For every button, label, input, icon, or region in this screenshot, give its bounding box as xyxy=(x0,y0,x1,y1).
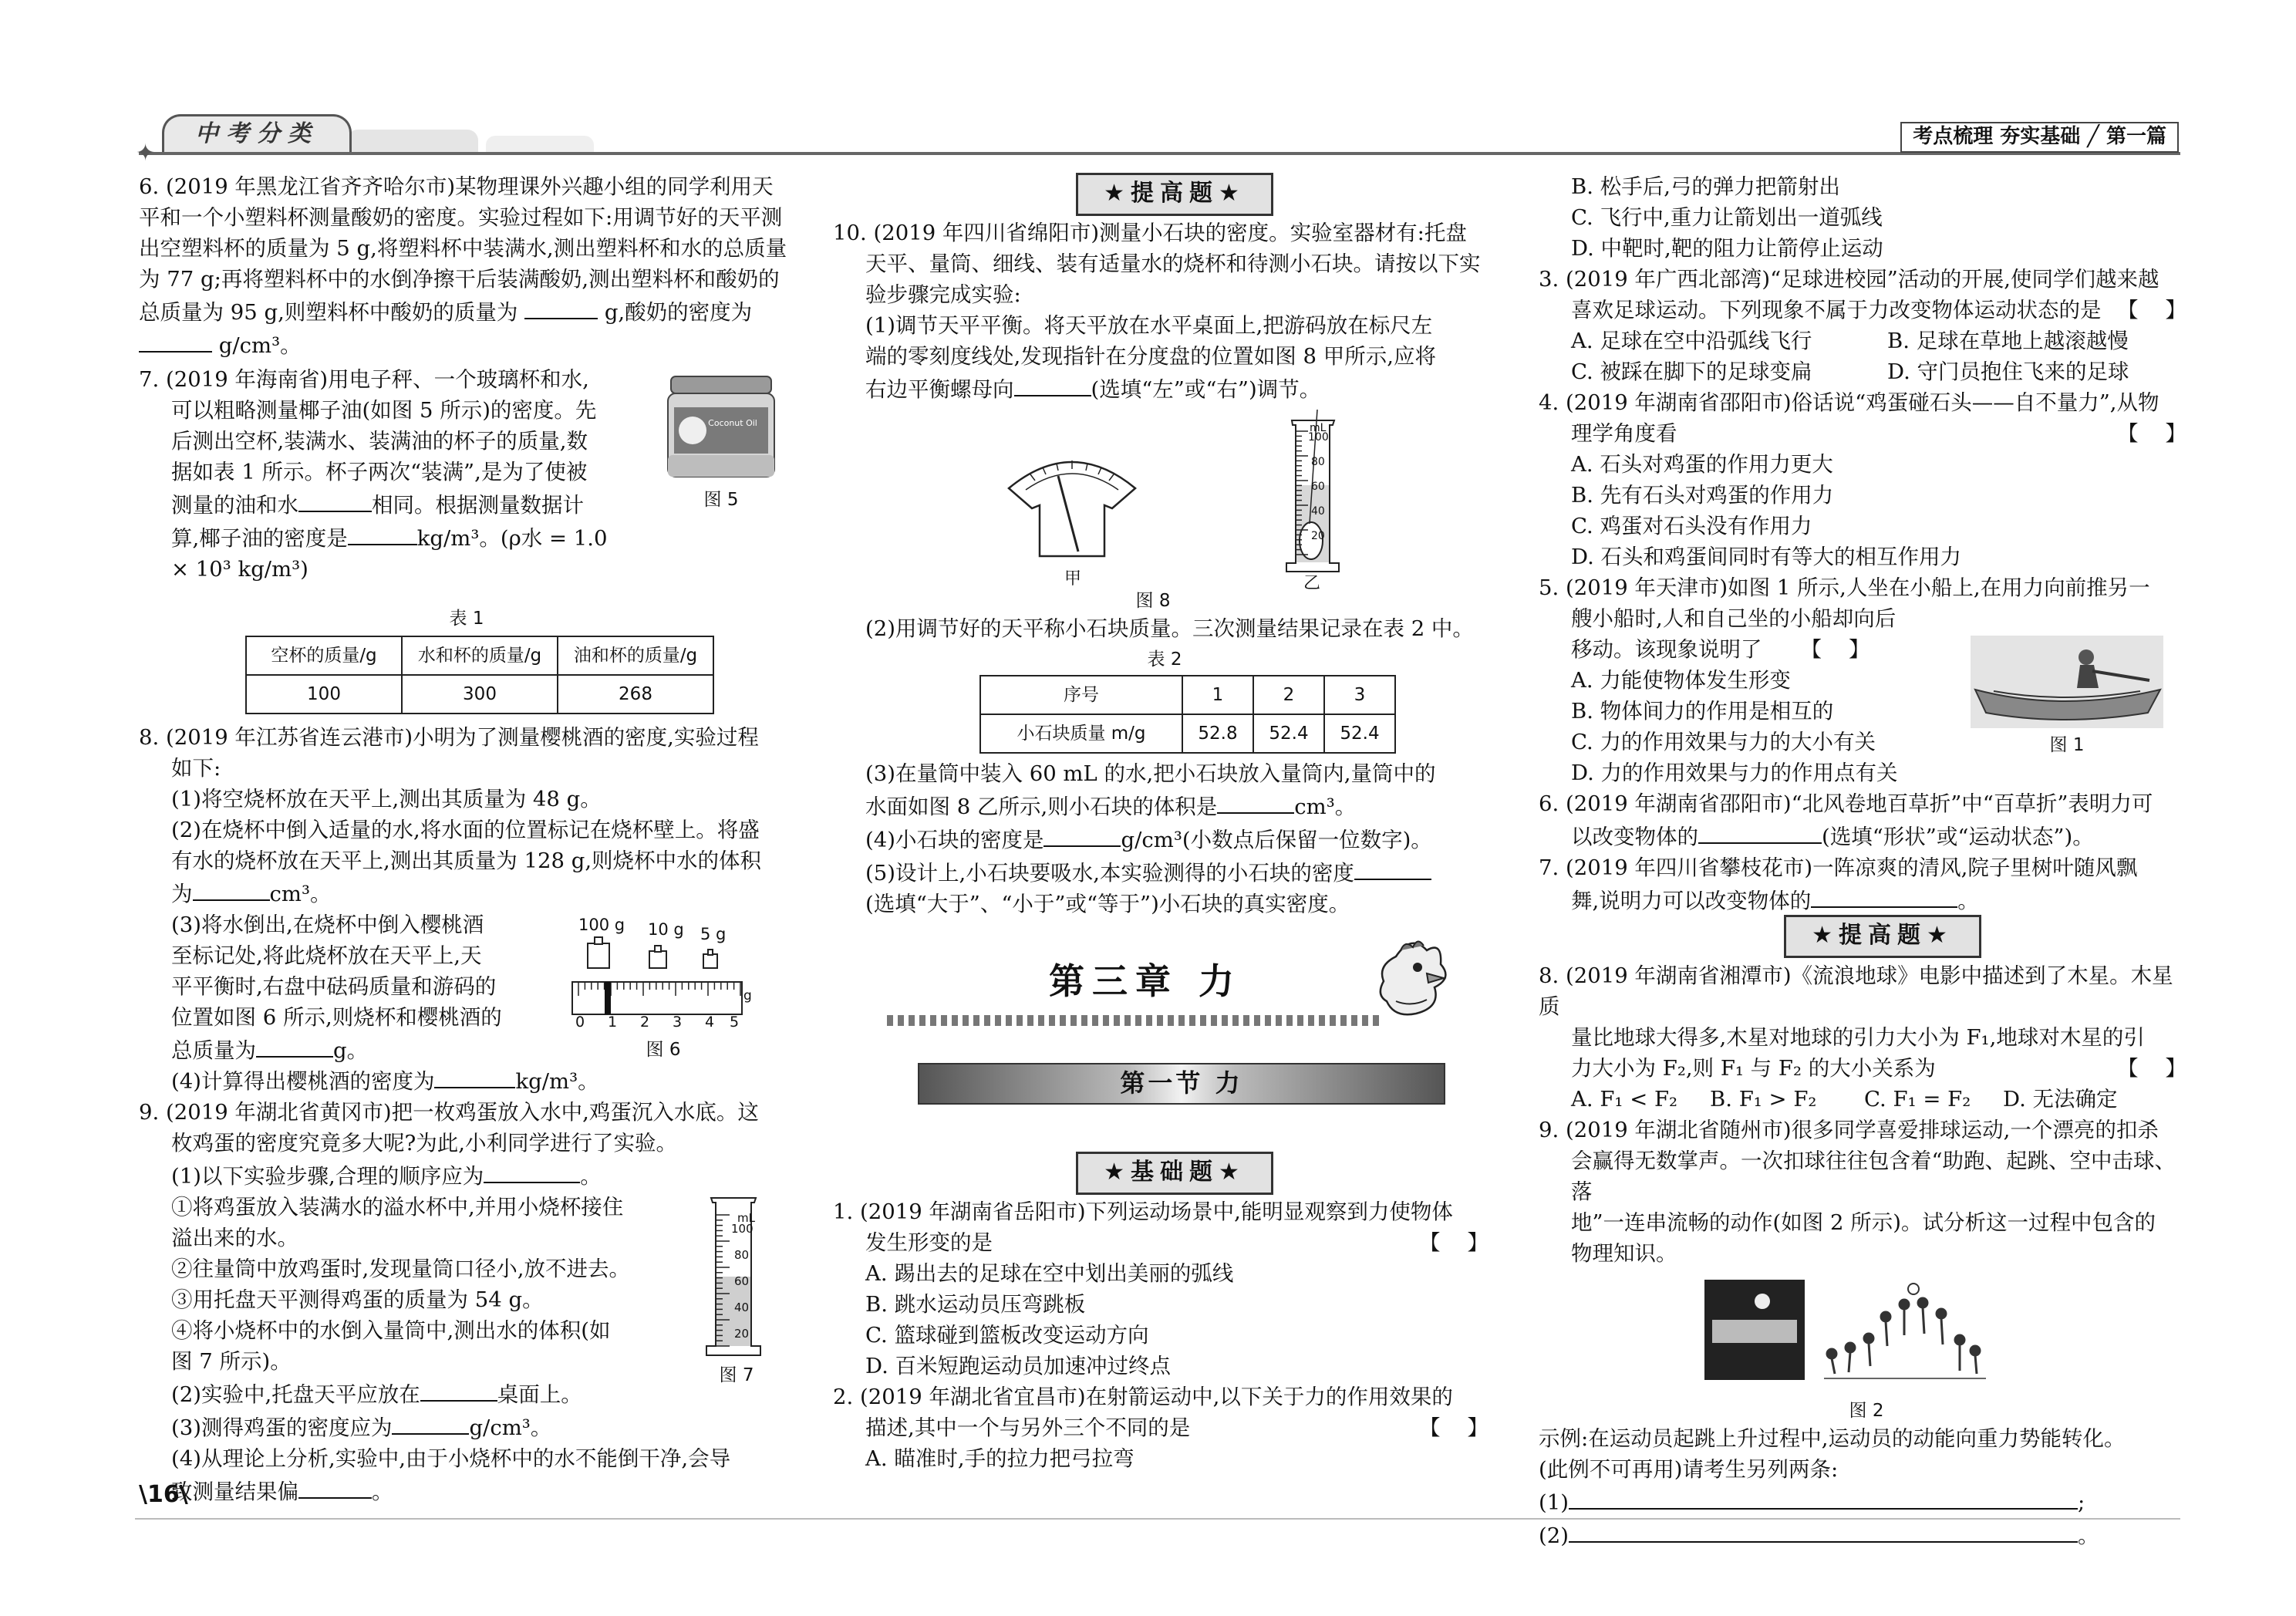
q5-stem: 艘小船时,人和自己坐的小船却向后 xyxy=(1571,606,1896,631)
q10-blank-direction[interactable] xyxy=(1014,372,1091,396)
page-number: \16\ xyxy=(139,1481,188,1508)
section-title: 第一节 力 xyxy=(1120,1068,1243,1098)
q7r-stem: 。 xyxy=(1957,889,1979,913)
table-2 xyxy=(979,675,1396,754)
question-8 xyxy=(139,722,794,1097)
q8-step-2: (2)在烧杯中倒入适量的水,将水面的位置标记在烧杯壁上。将盛 xyxy=(171,818,760,842)
q9-step-2: (2)实验中,托盘天平应放在 xyxy=(171,1382,420,1407)
q10-blank-density[interactable] xyxy=(1043,822,1121,847)
q2-option-c[interactable]: C. 飞行中,重力让箭划出一道弧线 xyxy=(1571,205,1883,230)
q5-option-a[interactable]: A. 力能使物体发生形变 xyxy=(1571,668,1791,693)
table-cell: 52.4 xyxy=(1324,714,1395,753)
header-tab-decor-2 xyxy=(347,130,478,153)
q4-stem: 理学角度看 xyxy=(1571,421,1677,446)
right-column xyxy=(1539,171,2186,916)
table-1-caption: 表 1 xyxy=(449,609,484,629)
cylinder-tick-label: 40 xyxy=(1311,505,1325,518)
q6-blank-mass[interactable] xyxy=(524,295,598,319)
q5-option-d[interactable]: D. 力的作用效果与力的作用点有关 xyxy=(1571,761,1898,785)
q8-line: 如下: xyxy=(171,756,221,781)
star-icon: ✦ xyxy=(136,140,156,167)
q2-option-d[interactable]: D. 中靶时,靶的阻力让箭停止运动 xyxy=(1571,236,1883,261)
q9r-answer-2-suffix: 。 xyxy=(2077,1523,2099,1548)
cylinder-tick-label: 20 xyxy=(1311,530,1325,542)
q8-step-3: (3)将水倒出,在烧杯中倒入樱桃酒 xyxy=(171,913,484,937)
q6-text-2: g,酸奶的密度为 xyxy=(604,300,753,325)
q8-step-2: 有水的烧杯放在天平上,测出其质量为 128 g,则烧杯中水的体积 xyxy=(171,848,762,873)
cylinder-tick-label: 100 xyxy=(1308,431,1329,444)
q4-option-a[interactable]: A. 石头对鸡蛋的作用力更大 xyxy=(1571,452,1833,477)
table-header-cell: 2 xyxy=(1253,676,1324,714)
cylinder-unit: mL xyxy=(1310,422,1327,434)
question-2 xyxy=(833,1382,1489,1474)
q8-blank-volume[interactable] xyxy=(193,876,270,901)
q8-step-3: 至标记处,将此烧杯放在天平上,天 xyxy=(171,943,482,968)
q7-blank-same[interactable] xyxy=(298,487,372,512)
q4-option-d[interactable]: D. 石头和鸡蛋间同时有等大的相互作用力 xyxy=(1571,545,1962,569)
section-heading-bar xyxy=(918,1063,1445,1105)
q3-option-c[interactable]: C. 被踩在脚下的足球变扁 xyxy=(1571,359,1812,384)
q6-text-3: g/cm³。 xyxy=(218,333,302,358)
q8-step-3: 平平衡时,右盘中砝码质量和游码的 xyxy=(171,974,497,999)
q1-option-c[interactable]: C. 篮球碰到篮板改变运动方向 xyxy=(865,1323,1149,1348)
q9r-answer-1-label: (1) xyxy=(1539,1490,1569,1515)
scale-tick-label: 4 xyxy=(705,1014,715,1031)
q6r-stem: 以改变物体的 xyxy=(1571,825,1698,849)
q7r-stem: 舞,说明力可以改变物体的 xyxy=(1571,889,1812,913)
q8-step-3: g。 xyxy=(333,1038,369,1063)
q9-step-2: 桌面上。 xyxy=(497,1382,582,1407)
q9-blank-density[interactable] xyxy=(392,1410,469,1435)
weight-label: 10 g xyxy=(648,920,684,939)
answer-bracket[interactable]: 【 】 xyxy=(1419,1415,1489,1440)
question-8-right xyxy=(1539,960,2186,1115)
q8-step-2: 为 xyxy=(171,882,193,906)
q10-step-1: (选填“左”或“右”)调节。 xyxy=(1091,377,1321,402)
header-tab-decor-3 xyxy=(486,136,594,153)
answer-bracket[interactable]: 【 】 xyxy=(2117,298,2186,322)
q10-blank-compare[interactable] xyxy=(1354,855,1431,880)
cylinder-tick-label: 20 xyxy=(734,1327,750,1341)
q8r-stem: 8. (2019 年湖南省湘潭市)《流浪地球》电影中描述到了木星。木星质 xyxy=(1539,963,2173,1019)
q9r-stem: 9. (2019 年湖北省随州市)很多同学喜爱排球运动,一个漂亮的扣杀 xyxy=(1539,1118,2159,1142)
q10-step-5: (选填“大于”、“小于”或“等于”)小石块的真实密度。 xyxy=(865,892,1350,916)
question-1 xyxy=(833,1196,1489,1382)
q9r-stem: 会赢得无数掌声。一次扣球往往包含着“助跑、起跳、空中击球、落 xyxy=(1571,1149,2176,1204)
q9-step-4: 。 xyxy=(372,1479,393,1504)
q9-line: 枚鸡蛋的密度究竟多大呢?为此,小利同学进行了实验。 xyxy=(171,1131,677,1155)
q5-stem: 5. (2019 年天津市)如图 1 所示,人坐在小船上,在用力向前推另一 xyxy=(1539,575,2150,600)
q9r-stem: 物理知识。 xyxy=(1571,1241,1677,1266)
cylinder-unit: mL xyxy=(737,1211,755,1225)
figure-8-caption: 图 8 xyxy=(1135,591,1171,611)
figure-5-caption: 图 5 xyxy=(703,490,739,510)
q7-blank-density[interactable] xyxy=(348,521,417,545)
answer-bracket[interactable]: 【 】 xyxy=(2117,1056,2186,1081)
badge-advanced-questions: ★提高题★ xyxy=(1076,173,1273,216)
scale-tick-label: 2 xyxy=(640,1014,650,1031)
header-category-tab: 中考分类 xyxy=(162,114,352,154)
q10-step-1: (1)调节天平平衡。将天平放在水平桌面上,把游码放在标尺左 xyxy=(865,313,1433,338)
table-cell: 小石块质量 m/g xyxy=(980,714,1182,753)
q1-stem: 发生形变的是 xyxy=(865,1230,993,1255)
figure-2-caption: 图 2 xyxy=(1849,1401,1884,1421)
answer-bracket[interactable]: 【 】 xyxy=(1800,637,1870,662)
q8-blank-density[interactable] xyxy=(434,1064,515,1088)
q9r-answer-1-suffix: ; xyxy=(2077,1490,2085,1515)
q8r-option-a[interactable]: A. F₁ < F₂ xyxy=(1571,1087,1678,1112)
q10-step-3: 水面如图 8 乙所示,则小石块的体积是 xyxy=(865,795,1218,819)
coconut-oil-jar-image xyxy=(663,370,779,482)
q9-step-3: g/cm³。 xyxy=(469,1415,552,1440)
q10-step-4: (4)小石块的密度是 xyxy=(865,828,1044,852)
figure-1-caption: 图 1 xyxy=(2049,735,2085,755)
chapter-heading xyxy=(887,933,1465,1034)
middle-column xyxy=(833,218,1489,919)
figure-8-drawing xyxy=(833,405,1489,590)
q9-substep: 溢出来的水。 xyxy=(171,1226,298,1250)
table-1 xyxy=(245,636,714,714)
q3-stem: 3. (2019 年广西北部湾)“足球进校园”活动的开展,使同学们越来越 xyxy=(1539,267,2159,292)
cylinder-tick-label: 60 xyxy=(734,1274,750,1288)
figure-2-volleyball-sequence xyxy=(1539,1269,2186,1423)
table-cell: 300 xyxy=(402,675,558,714)
question-6 xyxy=(139,171,794,361)
q9-substep: ②往量筒中放鸡蛋时,发现量筒口径小,放不进去。 xyxy=(171,1257,630,1281)
q9-line: 9. (2019 年湖北省黄冈市)把一枚鸡蛋放入水中,鸡蛋沉入水底。这 xyxy=(139,1100,759,1125)
q9-blank-bias[interactable] xyxy=(298,1474,372,1499)
footer-rule xyxy=(135,1518,2180,1520)
q5-stem: 移动。该现象说明了 xyxy=(1571,637,1762,662)
q7r-blank[interactable] xyxy=(1811,883,1957,908)
figure-8-label-b: 乙 xyxy=(1303,574,1321,593)
q9r-stem: 地”一连串流畅的动作(如图 2 所示)。试分析这一过程中包含的 xyxy=(1571,1210,2156,1235)
question-9 xyxy=(139,1097,794,1507)
chapter-dotted-rule xyxy=(887,1015,1381,1026)
question-6-right xyxy=(1539,788,2186,852)
middle-column-lower xyxy=(833,1196,1489,1474)
q1-option-d[interactable]: D. 百米短跑运动员加速冲过终点 xyxy=(865,1354,1172,1378)
q6r-stem: 6. (2019 年湖南省邵阳市)“北风卷地百草折”中“百草折”表明力可 xyxy=(1539,791,2153,816)
question-3 xyxy=(1539,264,2186,387)
q9r-answer-2-label: (2) xyxy=(1539,1523,1569,1548)
weight-label: 5 g xyxy=(700,925,727,943)
q7r-stem: 7. (2019 年四川省攀枝花市)一阵凉爽的清风,院子里树叶随风飘 xyxy=(1539,855,2138,880)
q5-option-b[interactable]: B. 物体间力的作用是相互的 xyxy=(1571,699,1834,724)
q9-step-1: (1)以下实验步骤,合理的顺序应为 xyxy=(171,1164,484,1189)
table-cell: 268 xyxy=(558,675,713,714)
q7-line: 相同。根据测量数据计 xyxy=(372,493,584,518)
q9-step-3: (3)测得鸡蛋的密度应为 xyxy=(171,1415,393,1440)
question-7-right xyxy=(1539,852,2186,916)
figure-6-caption: 图 6 xyxy=(646,1040,681,1060)
q8r-stem: 力大小为 F₂,则 F₁ 与 F₂ 的大小关系为 xyxy=(1571,1056,1936,1081)
scale-tick-label: 3 xyxy=(673,1014,683,1031)
question-10 xyxy=(833,218,1489,405)
q10-step-1: 端的零刻度线处,发现指针在分度盘的位置如图 8 甲所示,应将 xyxy=(865,344,1436,369)
chapter-title: 第三章 力 xyxy=(1049,960,1242,1002)
q8-step-4: (4)计算得出樱桃酒的密度为 xyxy=(171,1069,435,1094)
q9-step-1: 。 xyxy=(580,1164,602,1189)
table-cell: 52.4 xyxy=(1253,714,1324,753)
table-header-cell: 空杯的质量/g xyxy=(246,636,402,675)
scale-tick-label: 5 xyxy=(730,1014,740,1031)
figure-6-weights-and-scale xyxy=(571,909,756,1064)
q3-stem: 喜欢足球运动。下列现象不属于力改变物体运动状态的是 xyxy=(1571,298,2102,322)
header-section-label: 考点梳理 夯实基础 ╱ 第一篇 xyxy=(1900,122,2179,153)
cylinder-tick-label: 60 xyxy=(1311,481,1325,493)
q3-option-b[interactable]: B. 足球在草地上越滚越慢 xyxy=(1887,329,2129,353)
question-9-right xyxy=(1539,1115,2186,1551)
q7-line: kg/m³。(ρ水 = 1.0 xyxy=(416,526,608,551)
left-column xyxy=(139,171,794,1507)
q2-option-a[interactable]: A. 瞄准时,手的拉力把弓拉弯 xyxy=(865,1446,1135,1471)
q10-line: 验步骤完成实验: xyxy=(865,282,1021,307)
question-7 xyxy=(139,364,794,595)
q6r-stem: (选填“形状”或“运动状态”)。 xyxy=(1822,825,2094,849)
answer-bracket[interactable]: 【 】 xyxy=(2117,421,2186,446)
scale-tick-label: 0 xyxy=(575,1014,585,1031)
figure-8 xyxy=(833,405,1489,613)
question-5 xyxy=(1539,572,2186,788)
jar-label-text: Coconut Oil xyxy=(708,418,757,428)
answer-bracket[interactable]: 【 】 xyxy=(1419,1230,1489,1255)
q9-substep: ③用托盘天平测得鸡蛋的质量为 54 g。 xyxy=(171,1287,544,1312)
cylinder-tick-label: 40 xyxy=(734,1301,750,1314)
table-header-cell: 水和杯的质量/g xyxy=(402,636,558,675)
q9-step-4: 致测量结果偏 xyxy=(171,1479,298,1504)
q7-line: 据如表 1 所示。杯子两次“装满”,是为了使被 xyxy=(171,460,588,484)
q9r-example: 示例:在运动员起跳上升过程中,运动员的动能向重力势能转化。 xyxy=(1539,1426,2126,1451)
cylinder-tick-label: 80 xyxy=(734,1248,750,1262)
header-rule xyxy=(139,152,2180,155)
q7-line: 测量的油和水 xyxy=(171,493,298,518)
weights-and-rider-scale-drawing xyxy=(571,933,756,1048)
q9r-example: (此例不可再用)请考生另列两条: xyxy=(1539,1457,1839,1482)
figure-7-graduated-cylinder xyxy=(694,1192,779,1385)
q4-option-c[interactable]: C. 鸡蛋对石头没有作用力 xyxy=(1571,514,1812,538)
cylinder-tick-label: 80 xyxy=(1311,456,1325,468)
balance-pointer-dial xyxy=(1009,461,1135,556)
rooster-mascot-icon xyxy=(1373,933,1458,1026)
question-4 xyxy=(1539,387,2186,572)
q8-step-3: 位置如图 6 所示,则烧杯和樱桃酒的 xyxy=(171,1005,502,1030)
q8-step-2: cm³。 xyxy=(269,882,332,906)
scale-tick-label: 1 xyxy=(608,1014,618,1031)
q9-blank-surface[interactable] xyxy=(420,1377,497,1402)
q9-blank-order[interactable] xyxy=(484,1159,580,1183)
figure-8-label-a: 甲 xyxy=(1064,569,1082,589)
q4-stem: 4. (2019 年湖南省邵阳市)俗话说“鸡蛋碰石头——自不量力”,从物 xyxy=(1539,390,2159,415)
q10-step-3: (3)在量筒中装入 60 mL 的水,把小石块放入量筒内,量筒中的 xyxy=(865,761,1436,786)
scale-unit-label: g xyxy=(743,988,752,1004)
q7-line: 后测出空杯,装满水、装满油的杯子的质量,数 xyxy=(171,429,588,454)
q3-option-d[interactable]: D. 守门员抱住飞来的足球 xyxy=(1887,359,2129,384)
badge-basic-questions: ★基础题★ xyxy=(1076,1152,1273,1195)
table-header-cell: 3 xyxy=(1324,676,1395,714)
right-column-lower xyxy=(1539,960,2186,1551)
q1-option-a[interactable]: A. 踢出去的足球在空中划出美丽的弧线 xyxy=(865,1261,1234,1286)
q10-step-5: (5)设计上,小石块要吸水,本实验测得的小石块的密度 xyxy=(865,861,1354,886)
q8-step-1: (1)将空烧杯放在天平上,测出其质量为 48 g。 xyxy=(171,787,602,811)
scale-tick-labels xyxy=(571,988,756,1031)
weight-label: 100 g xyxy=(578,916,625,934)
q6-blank-density[interactable] xyxy=(139,328,212,353)
q2-option-b[interactable]: B. 松手后,弓的弹力把箭射出 xyxy=(1571,174,1840,199)
q7-line: 7. (2019 年海南省)用电子秤、一个玻璃杯和水, xyxy=(139,367,589,392)
q8-step-4: kg/m³。 xyxy=(515,1069,599,1094)
q10-line: 天平、量筒、细线、装有适量水的烧杯和待测小石块。请按以下实 xyxy=(865,251,1481,276)
q7-line: 算,椰子油的密度是 xyxy=(171,526,348,551)
q9r-answer-1-line[interactable] xyxy=(1569,1485,2078,1510)
table-header-cell: 1 xyxy=(1182,676,1253,714)
cylinder-tick-label: 100 xyxy=(731,1222,754,1236)
q3-option-a[interactable]: A. 足球在空中沿弧线飞行 xyxy=(1571,329,1812,353)
table-2-caption: 表 2 xyxy=(1147,649,1182,670)
q8-line: 8. (2019 年江苏省连云港市)小明为了测量樱桃酒的密度,实验过程 xyxy=(139,725,759,750)
q1-option-b[interactable]: B. 跳水运动员压弯跳板 xyxy=(865,1292,1086,1317)
q1-stem: 1. (2019 年湖南省岳阳市)下列运动场景中,能明显观察到力使物体 xyxy=(833,1199,1453,1224)
q7-line: × 10³ kg/m³) xyxy=(171,557,308,582)
q6r-blank[interactable] xyxy=(1698,819,1822,844)
figure-1-boat-image xyxy=(1971,636,2163,728)
q8-blank-total-mass[interactable] xyxy=(256,1033,333,1058)
q9r-answer-2-line[interactable] xyxy=(1569,1518,2078,1543)
q8r-option-b[interactable]: B. F₁ > F₂ xyxy=(1710,1087,1817,1112)
q10-step-3: cm³。 xyxy=(1294,795,1357,819)
q10-blank-volume[interactable] xyxy=(1217,789,1294,814)
q10-step-1: 右边平衡螺母向 xyxy=(865,377,1014,402)
q8r-stem: 量比地球大得多,木星对地球的引力大小为 F₁,地球对木星的引 xyxy=(1571,1025,2145,1050)
table-header-cell: 序号 xyxy=(980,676,1182,714)
q9-step-4: (4)从理论上分析,实验中,由于小烧杯中的水不能倒干净,会导 xyxy=(171,1446,731,1471)
q7-line: 可以粗略测量椰子油(如图 5 所示)的密度。先 xyxy=(171,398,597,423)
figure-7-caption: 图 7 xyxy=(719,1365,754,1385)
q6-text: 6. (2019 年黑龙江省齐齐哈尔市)某物理课外兴趣小组的同学利用天平和一个小塑料杯测量酸奶的密度。实验过程如下:用调节好的天平测出空塑料杯的质量为 5 g,将塑料杯中装满水,测出塑料杯和水的总质量为 77 g;再将塑料杯中的水倒净擦干后装满酸奶,测出塑料杯和酸奶的总质量为 95 g,则塑料杯中酸奶的质量为 xyxy=(139,174,787,325)
q9-substep: ④将小烧杯中的水倒入量筒中,测出水的体积(如 xyxy=(171,1318,611,1343)
q2-stem: 描述,其中一个与另外三个不同的是 xyxy=(865,1415,1191,1440)
q4-option-b[interactable]: B. 先有石头对鸡蛋的作用力 xyxy=(1571,483,1834,508)
q10-line: 10. (2019 年四川省绵阳市)测量小石块的密度。实验室器材有:托盘 xyxy=(833,221,1467,245)
q8r-option-d[interactable]: D. 无法确定 xyxy=(2003,1087,2118,1112)
table-header-cell: 油和杯的质量/g xyxy=(558,636,713,675)
q10-step-4: g/cm³(小数点后保留一位数字)。 xyxy=(1121,828,1432,852)
table-cell: 52.8 xyxy=(1182,714,1253,753)
q8-step-3: 总质量为 xyxy=(171,1038,256,1063)
q2-stem: 2. (2019 年湖北省宜昌市)在射箭运动中,以下关于力的作用效果的 xyxy=(833,1385,1453,1409)
q9-substep: 图 7 所示)。 xyxy=(171,1349,292,1374)
q5-option-c[interactable]: C. 力的作用效果与力的大小有关 xyxy=(1571,730,1876,754)
q8r-option-c[interactable]: C. F₁ = F₂ xyxy=(1864,1087,1971,1112)
table-cell: 100 xyxy=(246,675,402,714)
q10-step-2: (2)用调节好的天平称小石块质量。三次测量结果记录在表 2 中。 xyxy=(865,616,1474,641)
badge-advanced-questions-2: ★提高题★ xyxy=(1784,915,1981,958)
q9-substep: ①将鸡蛋放入装满水的溢水杯中,并用小烧杯接住 xyxy=(171,1195,624,1220)
